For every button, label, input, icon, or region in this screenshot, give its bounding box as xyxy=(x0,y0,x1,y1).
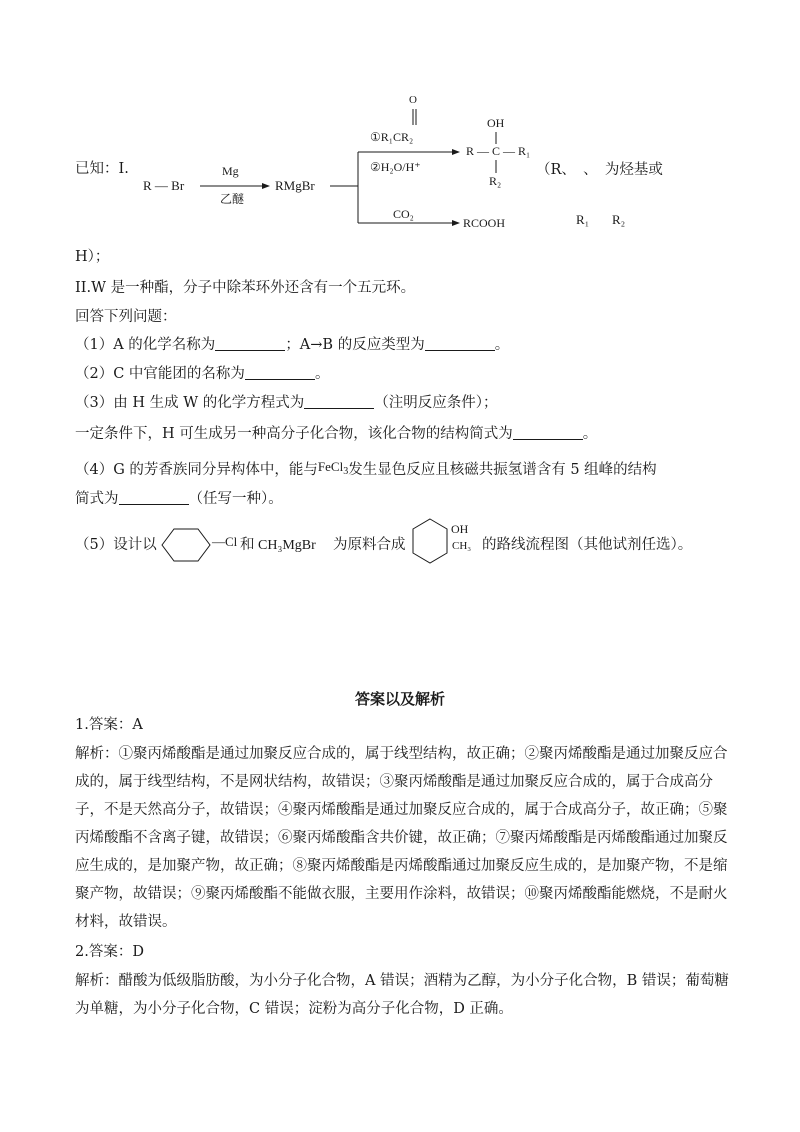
product-oh: OH xyxy=(487,116,505,130)
cyclohexyl-ring-icon xyxy=(158,525,216,565)
product-oh-group: OH xyxy=(451,522,469,536)
answer-blank[interactable] xyxy=(119,490,189,505)
question-4: （4）G 的芳香族同分异构体中，能与FeCl$_3$发生显色反应且核磁共振氢谱含有 5 组峰的结构 xyxy=(75,459,657,478)
product-ch3-group: CH₃ xyxy=(452,540,472,552)
label-r1: R₁ xyxy=(576,212,590,227)
question-3: （3）由 H 生成 W 的化学方程式为 （注明反应条件）； xyxy=(75,395,498,411)
scheme-arrows xyxy=(0,0,800,240)
product-acid: RCOOH xyxy=(463,216,506,230)
answer-blank[interactable] xyxy=(425,336,495,351)
step1-label: ①R₁CR₂ xyxy=(370,130,414,144)
product-ring-icon xyxy=(410,516,452,568)
answer-blank[interactable] xyxy=(215,336,285,351)
arrow-mg-head xyxy=(262,183,270,189)
methyl-grignard: CH₃MgBr xyxy=(258,538,316,553)
product-r2: R₂ xyxy=(489,174,502,188)
grignard-reagent: RMgBr xyxy=(275,178,315,193)
product-alcohol: R — C — R₁ xyxy=(466,144,531,158)
explanation-1: 解析：①聚丙烯酸酯是通过加聚反应合成的，属于线型结构，故正确；②聚丙烯酸酯是通过加聚反应合成的，属于线型结构，不是网状结构，故错误；③聚丙烯酸酯是通过加聚反应合成的，属于合成高分子，不是天然高分子，故错误；④聚丙烯酸酯是通过加聚反应合成的，属于合成高分子，故正确；⑤聚丙烯酸酯不含离子键，故错误；⑥聚丙烯酸酯含共价键，故正确；⑦聚丙烯酸酯是丙烯酸酯通过加聚反应生成的，是加聚产物，故正确；⑧聚丙烯酸酯是丙烯酸酯通过加聚反应生成的，是加聚产物，不是缩聚产物，故错误；⑨聚丙烯酸酯不能做衣服，主要用作涂料，故错误；⑩聚丙烯酸酯能燃烧，不是耐火材料，故错误。 xyxy=(75,746,728,930)
fecl3: FeCl$_3$ xyxy=(317,459,349,477)
answer-blank[interactable] xyxy=(304,394,374,409)
label-r2: R₂ xyxy=(612,212,626,227)
carbonyl-oxygen: O xyxy=(409,94,417,106)
reagent-co2: CO₂ xyxy=(393,207,414,221)
answers-title: 答案以及解析 xyxy=(354,690,445,708)
reactant-rbr: R — Br xyxy=(143,178,185,193)
known-note: （R、 、 为烃基或 xyxy=(536,162,663,178)
question-4b: 简式为 （任写一种）。 xyxy=(75,491,283,507)
answer-blank[interactable] xyxy=(245,365,315,380)
known-prefix: 已知：Ⅰ. xyxy=(75,161,129,177)
prompt: 回答下列问题： xyxy=(75,309,177,325)
answer-1: 1.答案：A xyxy=(75,717,143,733)
reagent-ether: 乙醚 xyxy=(220,192,245,206)
arrow-upper-head xyxy=(452,149,460,155)
question-1: （1）A 的化学名称为 ；A→B 的反应类型为 。 xyxy=(75,337,510,353)
explanation-2: 解析：醋酸为低级脂肪酸，为小分子化合物，A 错误；酒精为乙醇，为小分子化合物，B 错误；葡萄糖为单糖，为小分子化合物，C 错误；淀粉为高分子化合物，D 正确。 xyxy=(75,973,729,1017)
question-3b: 一定条件下，H 可生成另一种高分子化合物，该化合物的结构简式为 。 xyxy=(75,426,598,442)
answer-2: 2.答案：D xyxy=(75,944,144,960)
step2-label: ②H₂O/H⁺ xyxy=(370,160,421,174)
question-2: （2）C 中官能团的名称为 。 xyxy=(75,366,330,382)
answer-blank[interactable] xyxy=(513,425,583,440)
known-tail: H）； xyxy=(75,249,110,265)
chloro-group: —Cl xyxy=(212,534,238,549)
reagent-mg: Mg xyxy=(222,164,239,178)
info-ii: II.W 是一种酯，分子中除苯环外还含有一个五元环。 xyxy=(75,280,416,296)
arrow-lower-head xyxy=(452,220,460,226)
